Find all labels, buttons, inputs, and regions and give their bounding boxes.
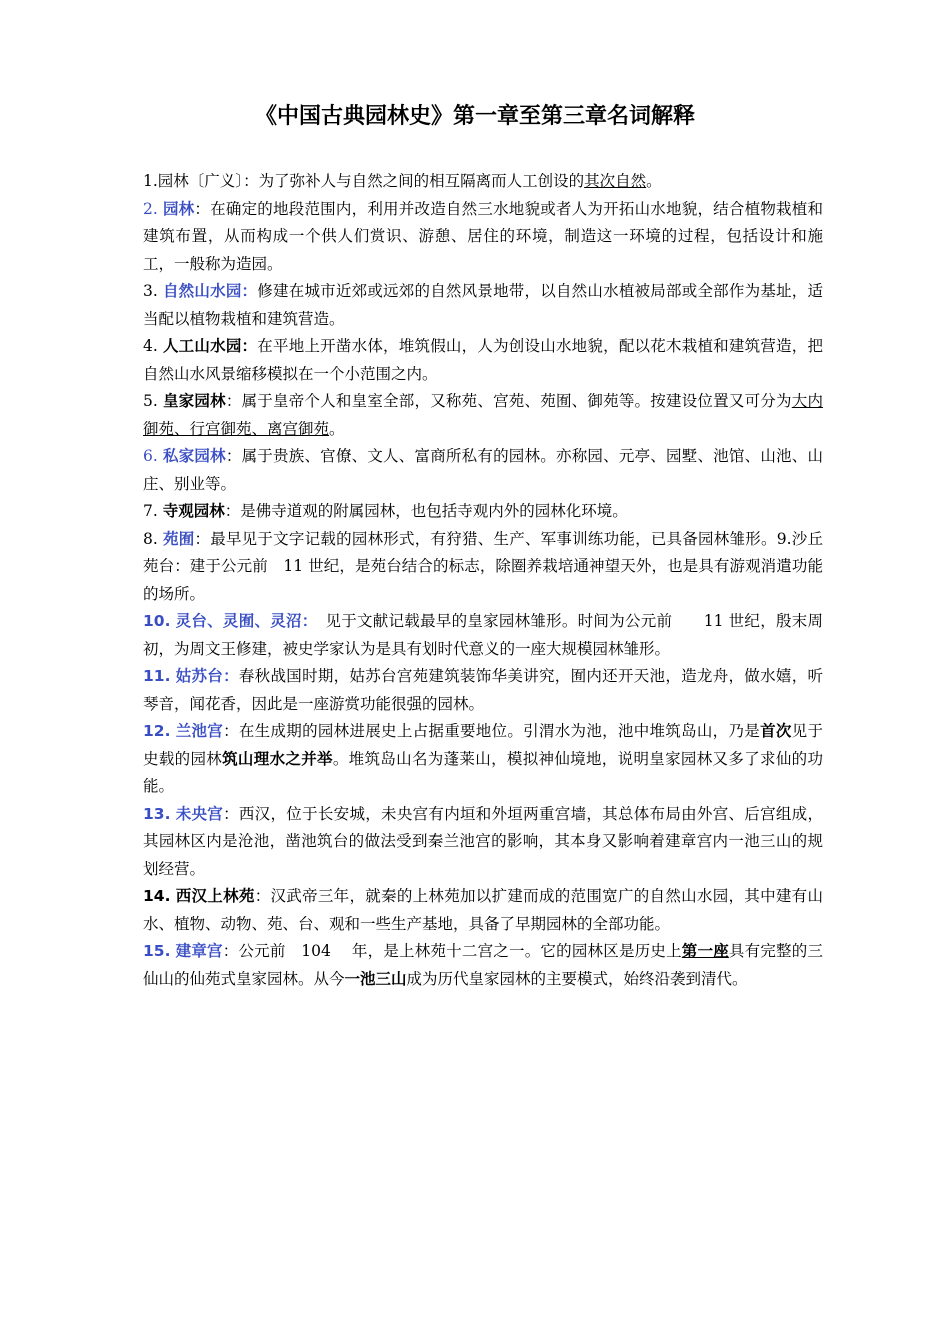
entry-term: 私家园林 — [162, 447, 226, 465]
entry-separator: ： — [243, 172, 259, 190]
entry-term: 寺观园林 — [162, 502, 225, 520]
entry-term: 兰池宫 — [175, 722, 224, 740]
glossary-entry-14 — [143, 883, 823, 938]
entry-number: 4. — [143, 337, 158, 355]
glossary-entry-11 — [143, 663, 823, 718]
entry-text-bold: 一池三山 — [344, 969, 407, 988]
entry-separator: ： — [225, 392, 242, 410]
entry-text: 在生成期的园林进展史上占据重要地位。引渭水为池，池中堆筑岛山，乃是 — [238, 722, 761, 740]
entry-text: 属于皇帝个人和皇室全部，又称苑、宫苑、苑囿、御苑等。按建设位置又可分为 — [241, 392, 792, 410]
entry-term: 苑囿 — [162, 529, 195, 548]
entry-term: 园林〔广义〕 — [157, 172, 244, 190]
entry-text: 。 — [646, 172, 662, 190]
entry-number: 6. — [143, 447, 158, 465]
entry-number: 1. — [143, 172, 158, 190]
glossary-entry-7 — [143, 498, 823, 526]
entry-number: 10. — [143, 612, 171, 630]
entry-number: 7. — [143, 502, 158, 520]
entry-term: 皇家园林 — [162, 392, 226, 410]
entry-term: 人工山水园： — [162, 337, 258, 355]
entry-number: 15. — [143, 942, 171, 960]
glossary-entry-5 — [143, 388, 823, 443]
entry-text: 春秋战国时期，姑苏台宫苑建筑装饰华美讲究，囿内还开天池，造龙舟，做水嬉，听琴音，闻花香，因此是一座游赏功能很强的园林。 — [143, 667, 823, 713]
entry-term: 灵台、灵囿、灵沼： — [175, 612, 310, 630]
entry-text-bold-underlined: 第一座 — [681, 942, 729, 960]
entry-number: 11. — [143, 667, 171, 685]
entry-separator: ： — [223, 722, 239, 740]
entry-term: 建章宫 — [175, 942, 223, 960]
glossary-body — [143, 168, 823, 993]
entry-text: 具有完整的三仙山的仙苑式皇家园林。从今 — [143, 942, 823, 988]
entry-separator: ： — [225, 447, 242, 465]
entry-text: 是佛寺道观的附属园林，也包括寺观内外的园林化环境。 — [240, 502, 628, 520]
glossary-entry-3 — [143, 278, 823, 333]
entry-term: 未央宫 — [175, 804, 224, 823]
entry-separator: ： — [223, 804, 239, 823]
entry-number: 8. — [143, 529, 158, 548]
glossary-entry-4 — [143, 333, 823, 388]
entry-text: 。 — [329, 419, 345, 438]
glossary-entry-8 — [143, 526, 823, 609]
glossary-entry-2 — [143, 196, 823, 279]
entry-text-underlined: 其次自然 — [584, 172, 647, 190]
document-title: 《中国古典园林史》第一章至第三章名词解释 — [254, 104, 695, 129]
entry-number: 14. — [143, 887, 171, 905]
glossary-entry-15 — [143, 938, 823, 993]
glossary-entry-1 — [143, 168, 823, 196]
entry-separator: ： — [224, 502, 241, 520]
glossary-entry-13 — [143, 801, 823, 884]
entry-separator: ： — [222, 942, 239, 960]
entry-text-bold: 首次 — [760, 722, 792, 740]
entry-term: 西汉上林苑 — [175, 887, 255, 905]
entry-text: 公元前 104 年，是上林苑十二宫之一。它的园林区是历史上 — [238, 942, 682, 960]
entry-text: 在确定的地段范围内，利用并改造自然三水地貌或者人为开拓山水地貌，结合植物栽植和建筑布置，从而构成一个供人们赏识、游憩、居住的环境，制造这一环境的过程，包括设计和施工，一般称为造园。 — [143, 199, 823, 273]
entry-text: 见于文献记载最早的皇家园林雏形。时间为公元前 11 世纪，殷末周初，为周文王修建，被史学家认为是具有划时代意义的一座大规模园林雏形。 — [143, 612, 823, 658]
entry-text-bold: 筑山理水之并举 — [222, 749, 333, 768]
entry-text: 属于贵族、官僚、文人、富商所私有的园林。亦称园、元亭、园墅、池馆、山池、山庄、别业等。 — [143, 447, 823, 493]
entry-number: 5. — [143, 392, 158, 410]
entry-text: 汉武帝三年，就秦的上林苑加以扩建而成的范围宽广的自然山水园，其中建有山水、植物、动物、苑、台、观和一些生产基地，具备了早期园林的全部功能。 — [143, 887, 823, 933]
entry-text: 。堆筑岛山名为蓬莱山，模拟神仙境地，说明皇家园林又多了求仙的功能。 — [143, 749, 823, 795]
entry-text-underlined: 大内御苑、行宫御苑、离宫御苑 — [143, 392, 823, 438]
entry-text: 最早见于文字记载的园林形式，有狩猎、生产、军事训练功能，已具备园林雏形。9.沙丘苑台：建于公元前 11 世纪，是苑台结合的标志，除圈养栽培通神望天外，也是具有游观消遣功能的场所。 — [143, 529, 823, 603]
entry-term: 自然山水园： — [162, 282, 258, 300]
entry-text: 西汉，位于长安城，未央宫有内垣和外垣两重宫墙，其总体布局由外宫、后宫组成，其园林区内是沧池，凿池筑台的做法受到秦兰池宫的影响，其本身又影响着建章宫内一池三山的规划经营。 — [143, 804, 823, 878]
entry-number: 3. — [143, 282, 158, 300]
entry-number: 13. — [143, 804, 171, 823]
entry-number: 2. — [143, 199, 158, 218]
entry-separator: ： — [194, 529, 211, 548]
entry-text: 修建在城市近郊或远郊的自然风景地带，以自然山水植被局部或全部作为基址，适当配以植物栽植和建筑营造。 — [143, 282, 823, 328]
glossary-entry-12 — [143, 718, 823, 801]
glossary-entry-6 — [143, 443, 823, 498]
entry-number: 12. — [143, 722, 171, 740]
entry-text: 为了弥补人与自然之间的相互隔离而人工创设的 — [258, 172, 585, 190]
entry-term: 园林 — [162, 199, 195, 218]
entry-text: 见于史载的园林 — [143, 722, 823, 768]
entry-text: 成为历代皇家园林的主要模式，始终沿袭到清代。 — [406, 969, 748, 988]
glossary-entry-10 — [143, 608, 823, 663]
entry-term: 姑苏台： — [175, 667, 239, 685]
entry-separator: ： — [254, 887, 271, 905]
entry-separator: ： — [194, 199, 211, 218]
entry-text: 在平地上开凿水体，堆筑假山，人为创设山水地貌，配以花木栽植和建筑营造，把自然山水风景缩移模拟在一个小范围之内。 — [143, 337, 823, 383]
